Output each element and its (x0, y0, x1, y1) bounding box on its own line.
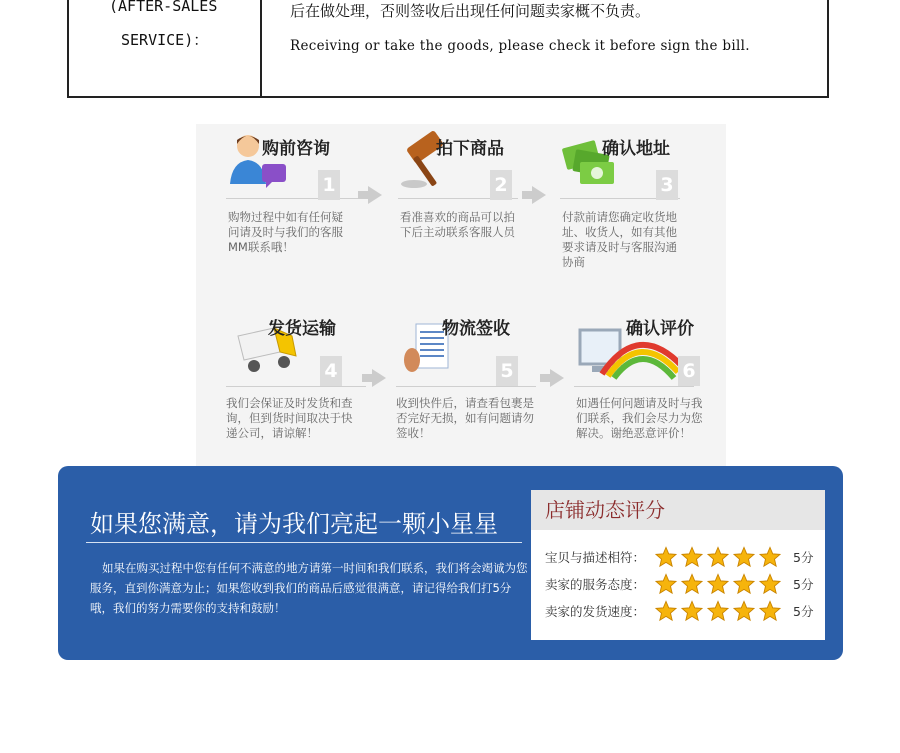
star-icon (733, 546, 755, 568)
step-4-underline (226, 386, 366, 387)
step-3-desc: 付款前请您确定收货地址、收货人，如有其他要求请及时与客服沟通协商 (562, 210, 677, 269)
arrow-5-6 (550, 369, 564, 387)
star-icon (681, 546, 703, 568)
step-6-title: 确认评价 (626, 319, 694, 339)
step-4-desc: 我们会保证及时发货和查询，但到货时间取决于快递公司，请谅解！ (226, 396, 353, 440)
after-sales-text-cn: 后在做处理，否则签收后出现任何问题卖家概不负责。 (290, 2, 651, 20)
arrow-2-3 (532, 186, 546, 204)
after-sales-table (67, 0, 829, 98)
step-6-desc: 如遇任何问题请及时与我们联系，我们会尽力为您解决。谢绝恶意评价！ (576, 396, 703, 440)
score-value: 5分 (793, 550, 814, 565)
score-label: 卖家的服务态度： (545, 577, 646, 592)
after-sales-text-en: Receiving or take the goods, please check it before sign the bill. (290, 38, 750, 54)
star-icon (733, 573, 755, 595)
step-6-number: 6 (678, 356, 700, 386)
headline-divider (86, 542, 522, 543)
star-icon (655, 600, 677, 622)
star-icon (707, 573, 729, 595)
score-value: 5分 (793, 577, 814, 592)
step-1-title: 购前咨询 (262, 139, 330, 159)
star-rating (655, 546, 781, 568)
after-sales-label-line2: SERVICE)： (121, 31, 209, 49)
score-value: 5分 (793, 604, 814, 619)
score-label: 卖家的发货速度： (545, 604, 646, 619)
step-1 (226, 128, 351, 263)
star-icon (733, 600, 755, 622)
star-icon (681, 573, 703, 595)
step-5-number: 5 (496, 356, 518, 386)
star-icon (655, 573, 677, 595)
arrow-1-2 (368, 186, 382, 204)
step-2-number: 2 (490, 170, 512, 200)
step-5-title: 物流签收 (442, 319, 510, 339)
step-5-underline (396, 386, 536, 387)
star-icon (759, 546, 781, 568)
step-4 (226, 310, 356, 450)
step-4-title: 发货运输 (268, 319, 336, 339)
star-rating (655, 600, 781, 622)
step-5-desc: 收到快件后，请查看包裹是否完好无损，如有问题请勿签收！ (396, 396, 534, 440)
shop-score-card (531, 490, 825, 640)
step-3-title: 确认地址 (602, 139, 670, 159)
score-card-title: 店铺动态评分 (531, 490, 825, 530)
arrow-2-3-stem (522, 191, 532, 199)
step-1-number: 1 (318, 170, 340, 200)
star-icon (759, 573, 781, 595)
star-rating (655, 573, 781, 595)
step-6-underline (574, 386, 694, 387)
score-row-service (545, 573, 813, 595)
step-3 (560, 128, 690, 273)
rating-paragraph: 如果在购买过程中您有任何不满意的地方请第一时间和我们联系，我们将会竭诚为您服务，直到你满意为止；如果您收到我们的商品后感觉很满意，请记得给我们打5分哦，我们的努力需要你的支持和鼓励！ (90, 561, 528, 615)
shopping-process-panel (196, 124, 726, 469)
rating-headline: 如果您满意，请为我们亮起一颗小星星 (90, 510, 498, 538)
step-1-underline (226, 198, 366, 199)
step-2-title: 拍下商品 (436, 139, 504, 159)
arrow-5-6-stem (540, 374, 550, 382)
step-2 (398, 128, 528, 263)
arrow-1-2-stem (358, 191, 368, 199)
star-icon (681, 600, 703, 622)
after-sales-text-cell (262, 0, 827, 96)
after-sales-label-cell (69, 0, 262, 96)
score-label: 宝贝与描述相符： (545, 550, 646, 565)
score-row-shipping (545, 600, 813, 622)
step-6 (574, 310, 714, 460)
star-icon (707, 600, 729, 622)
star-icon (707, 546, 729, 568)
rating-banner (58, 466, 843, 660)
arrow-4-5 (372, 369, 386, 387)
star-icon (759, 600, 781, 622)
score-row-description (545, 546, 813, 568)
star-icon (655, 546, 677, 568)
step-1-desc: 购物过程中如有任何疑问请及时与我们的客服MM联系哦！ (228, 210, 343, 254)
step-5 (396, 310, 536, 450)
step-2-desc: 看准喜欢的商品可以拍下后主动联系客服人员 (400, 210, 515, 239)
step-3-number: 3 (656, 170, 678, 200)
after-sales-label-line1: (AFTER-SALES (109, 0, 218, 15)
step-4-number: 4 (320, 356, 342, 386)
arrow-4-5-stem (362, 374, 372, 382)
